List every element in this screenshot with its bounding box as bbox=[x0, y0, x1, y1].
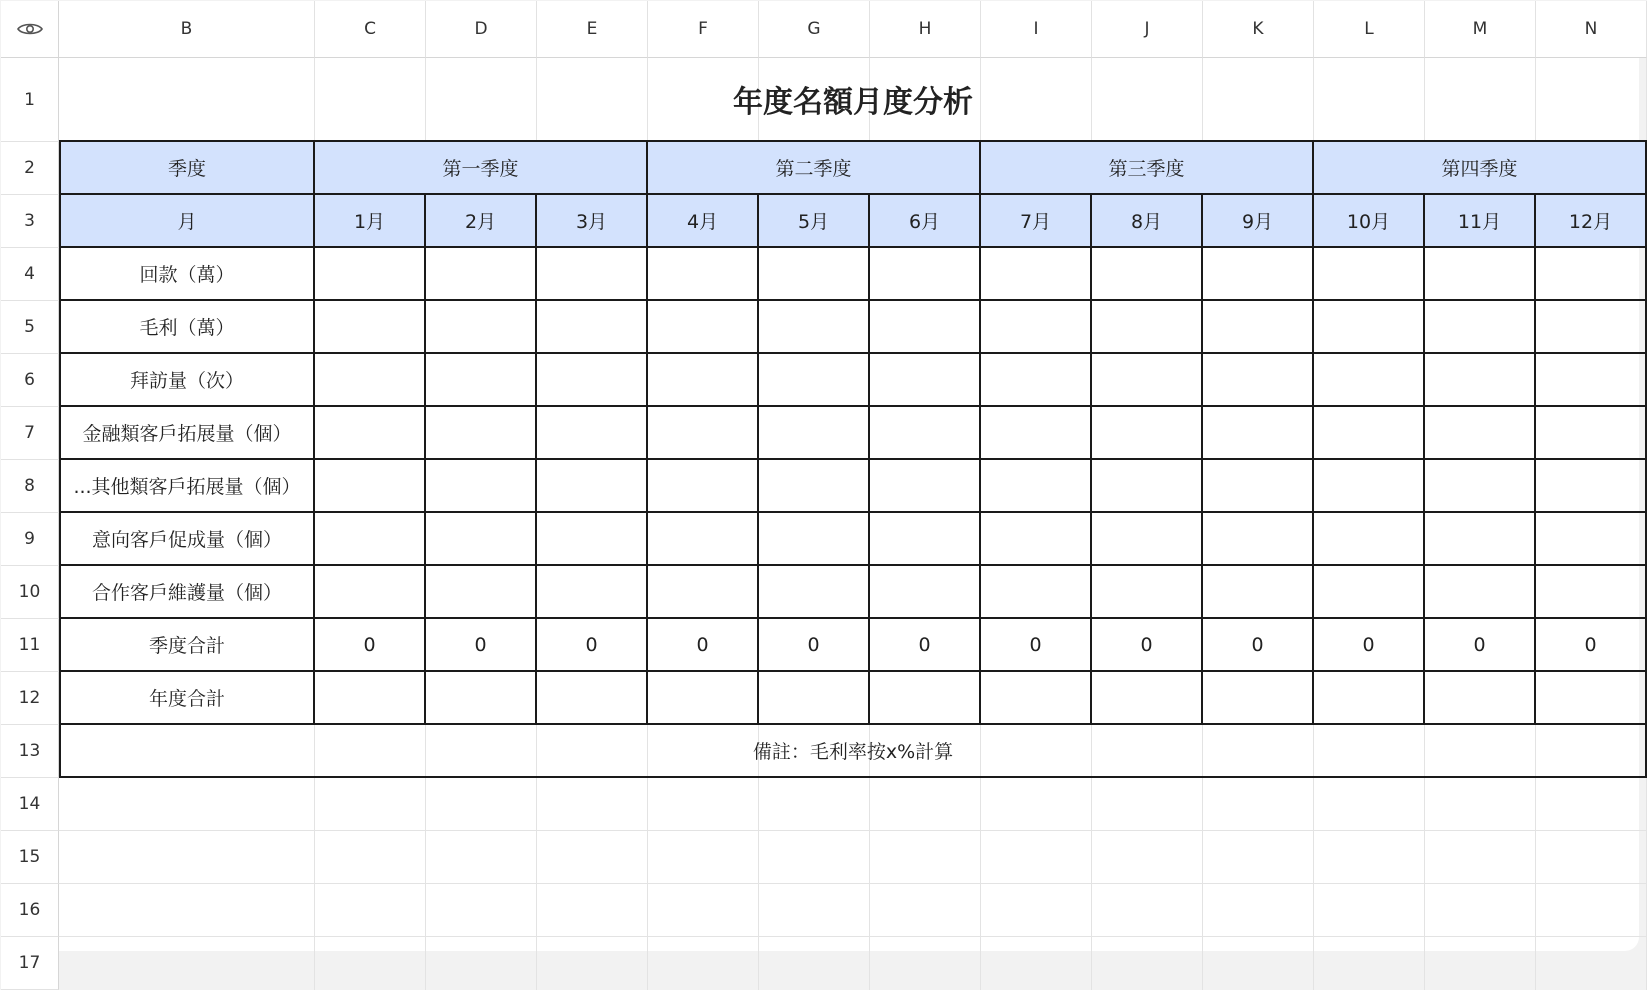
data-cell[interactable] bbox=[981, 407, 1092, 460]
row-header[interactable]: 17 bbox=[1, 937, 59, 990]
data-cell[interactable] bbox=[1314, 248, 1425, 301]
data-cell[interactable]: 0 bbox=[1203, 619, 1314, 672]
data-cell[interactable] bbox=[537, 354, 648, 407]
column-header[interactable]: E bbox=[537, 1, 648, 58]
column-header[interactable]: B bbox=[59, 1, 315, 58]
data-cell[interactable] bbox=[759, 301, 870, 354]
data-cell[interactable]: 0 bbox=[426, 619, 537, 672]
month-header-cell[interactable]: 1月 bbox=[315, 195, 426, 248]
row-label-cell[interactable]: 年度合計 bbox=[59, 672, 315, 725]
column-header[interactable]: K bbox=[1203, 1, 1314, 58]
data-cell[interactable] bbox=[537, 407, 648, 460]
data-cell[interactable] bbox=[426, 301, 537, 354]
data-cell[interactable] bbox=[315, 248, 426, 301]
data-cell[interactable] bbox=[315, 566, 426, 619]
data-cell[interactable] bbox=[870, 566, 981, 619]
data-cell[interactable] bbox=[1203, 407, 1314, 460]
data-cell[interactable] bbox=[315, 460, 426, 513]
data-cell[interactable] bbox=[1203, 460, 1314, 513]
data-cell[interactable]: 0 bbox=[648, 619, 759, 672]
data-cell[interactable] bbox=[426, 566, 537, 619]
data-cell[interactable] bbox=[1092, 513, 1203, 566]
month-header-cell[interactable]: 3月 bbox=[537, 195, 648, 248]
data-cell[interactable] bbox=[1425, 407, 1536, 460]
quarter-header-cell[interactable]: 第四季度 bbox=[1314, 142, 1647, 195]
data-cell[interactable] bbox=[315, 354, 426, 407]
data-cell[interactable] bbox=[537, 248, 648, 301]
data-cell[interactable] bbox=[870, 248, 981, 301]
data-cell[interactable] bbox=[537, 513, 648, 566]
data-cell[interactable] bbox=[870, 301, 981, 354]
data-cell[interactable] bbox=[981, 248, 1092, 301]
data-cell[interactable] bbox=[648, 354, 759, 407]
data-cell[interactable] bbox=[870, 460, 981, 513]
data-cell[interactable] bbox=[759, 566, 870, 619]
data-cell[interactable] bbox=[759, 460, 870, 513]
data-cell[interactable] bbox=[1536, 566, 1647, 619]
row-header[interactable]: 11 bbox=[1, 619, 59, 672]
data-cell[interactable]: 0 bbox=[1425, 619, 1536, 672]
note-cell[interactable]: 備註：毛利率按x%計算 bbox=[59, 725, 1647, 778]
data-cell[interactable] bbox=[1425, 672, 1536, 725]
row-header[interactable]: 6 bbox=[1, 354, 59, 407]
data-cell[interactable] bbox=[1203, 354, 1314, 407]
data-cell[interactable]: 0 bbox=[315, 619, 426, 672]
data-cell[interactable] bbox=[315, 513, 426, 566]
data-cell[interactable] bbox=[1536, 460, 1647, 513]
row-header[interactable]: 3 bbox=[1, 195, 59, 248]
data-cell[interactable] bbox=[426, 460, 537, 513]
month-header-cell[interactable]: 2月 bbox=[426, 195, 537, 248]
column-header[interactable]: J bbox=[1092, 1, 1203, 58]
data-cell[interactable] bbox=[1092, 672, 1203, 725]
quarter-header-cell[interactable]: 第三季度 bbox=[981, 142, 1314, 195]
month-header-cell[interactable]: 4月 bbox=[648, 195, 759, 248]
data-cell[interactable] bbox=[1092, 460, 1203, 513]
data-cell[interactable]: 0 bbox=[537, 619, 648, 672]
row-label-cell[interactable]: 毛利（萬） bbox=[59, 301, 315, 354]
data-cell[interactable] bbox=[981, 301, 1092, 354]
data-cell[interactable] bbox=[1425, 513, 1536, 566]
row-label-cell[interactable]: 意向客戶促成量（個） bbox=[59, 513, 315, 566]
row-header[interactable]: 12 bbox=[1, 672, 59, 725]
grid-line bbox=[59, 883, 1647, 884]
row-header[interactable]: 9 bbox=[1, 513, 59, 566]
column-header[interactable]: N bbox=[1536, 1, 1647, 58]
data-cell[interactable] bbox=[537, 672, 648, 725]
month-header-cell[interactable]: 5月 bbox=[759, 195, 870, 248]
column-header[interactable]: I bbox=[981, 1, 1092, 58]
data-cell[interactable] bbox=[759, 354, 870, 407]
data-cell[interactable] bbox=[1314, 513, 1425, 566]
data-cell[interactable] bbox=[1092, 566, 1203, 619]
row-header[interactable]: 10 bbox=[1, 566, 59, 619]
data-cell[interactable] bbox=[1425, 248, 1536, 301]
data-cell[interactable]: 0 bbox=[1092, 619, 1203, 672]
data-cell[interactable] bbox=[1314, 460, 1425, 513]
data-cell[interactable] bbox=[426, 513, 537, 566]
column-header[interactable]: L bbox=[1314, 1, 1425, 58]
data-cell[interactable] bbox=[870, 354, 981, 407]
data-cell[interactable] bbox=[1425, 301, 1536, 354]
data-cell[interactable] bbox=[426, 407, 537, 460]
select-all-corner[interactable] bbox=[1, 1, 59, 58]
month-header-cell[interactable]: 9月 bbox=[1203, 195, 1314, 248]
quarter-label-cell[interactable]: 季度 bbox=[59, 142, 315, 195]
month-label-cell[interactable]: 月 bbox=[59, 195, 315, 248]
data-cell[interactable] bbox=[426, 672, 537, 725]
data-cell[interactable] bbox=[1536, 354, 1647, 407]
data-cell[interactable] bbox=[1314, 566, 1425, 619]
data-cell[interactable]: 0 bbox=[759, 619, 870, 672]
data-cell[interactable] bbox=[870, 513, 981, 566]
data-cell[interactable] bbox=[981, 460, 1092, 513]
data-cell[interactable] bbox=[648, 513, 759, 566]
column-header[interactable]: C bbox=[315, 1, 426, 58]
data-cell[interactable] bbox=[981, 354, 1092, 407]
row-header[interactable]: 7 bbox=[1, 407, 59, 460]
sheet-title[interactable]: 年度名額月度分析 bbox=[59, 58, 1647, 142]
quarter-header-cell[interactable]: 第一季度 bbox=[315, 142, 648, 195]
row-header[interactable]: 14 bbox=[1, 778, 59, 831]
data-cell[interactable] bbox=[648, 248, 759, 301]
data-cell[interactable] bbox=[981, 566, 1092, 619]
data-cell[interactable] bbox=[1314, 354, 1425, 407]
data-cell[interactable] bbox=[648, 301, 759, 354]
row-header[interactable]: 13 bbox=[1, 725, 59, 778]
data-cell[interactable] bbox=[1092, 248, 1203, 301]
data-cell[interactable] bbox=[759, 407, 870, 460]
data-cell[interactable] bbox=[315, 672, 426, 725]
row-label-cell[interactable]: 拜訪量（次） bbox=[59, 354, 315, 407]
data-cell[interactable] bbox=[1536, 513, 1647, 566]
data-cell[interactable] bbox=[1203, 566, 1314, 619]
row-header[interactable]: 16 bbox=[1, 884, 59, 937]
data-cell[interactable] bbox=[759, 513, 870, 566]
data-cell[interactable] bbox=[1203, 513, 1314, 566]
data-cell[interactable] bbox=[1314, 301, 1425, 354]
data-cell[interactable] bbox=[648, 672, 759, 725]
month-header-cell[interactable]: 10月 bbox=[1314, 195, 1425, 248]
row-header[interactable]: 4 bbox=[1, 248, 59, 301]
data-cell[interactable]: 0 bbox=[981, 619, 1092, 672]
month-header-cell[interactable]: 6月 bbox=[870, 195, 981, 248]
data-cell[interactable] bbox=[648, 566, 759, 619]
month-header-cell[interactable]: 11月 bbox=[1425, 195, 1536, 248]
data-cell[interactable]: 0 bbox=[1536, 619, 1647, 672]
row-header[interactable]: 15 bbox=[1, 831, 59, 884]
data-cell[interactable] bbox=[1536, 301, 1647, 354]
data-cell[interactable] bbox=[1314, 672, 1425, 725]
grid-line bbox=[59, 936, 1647, 937]
data-cell[interactable] bbox=[1536, 407, 1647, 460]
column-header[interactable]: M bbox=[1425, 1, 1536, 58]
data-cell[interactable]: 0 bbox=[1314, 619, 1425, 672]
data-cell[interactable] bbox=[870, 672, 981, 725]
column-header[interactable]: D bbox=[426, 1, 537, 58]
data-cell[interactable] bbox=[426, 354, 537, 407]
month-header-cell[interactable]: 12月 bbox=[1536, 195, 1647, 248]
column-header[interactable]: G bbox=[759, 1, 870, 58]
month-header-cell[interactable]: 7月 bbox=[981, 195, 1092, 248]
data-cell[interactable]: 0 bbox=[870, 619, 981, 672]
row-label-cell[interactable]: 季度合計 bbox=[59, 619, 315, 672]
data-cell[interactable] bbox=[981, 513, 1092, 566]
row-label-cell[interactable]: 回款（萬） bbox=[59, 248, 315, 301]
data-cell[interactable] bbox=[1092, 301, 1203, 354]
data-cell[interactable] bbox=[1092, 354, 1203, 407]
data-cell[interactable] bbox=[759, 672, 870, 725]
row-label-cell[interactable]: ...其他類客戶拓展量（個） bbox=[59, 460, 315, 513]
data-cell[interactable] bbox=[1425, 460, 1536, 513]
month-header-cell[interactable]: 8月 bbox=[1092, 195, 1203, 248]
data-cell[interactable] bbox=[1203, 248, 1314, 301]
data-cell[interactable] bbox=[537, 566, 648, 619]
data-cell[interactable] bbox=[1092, 407, 1203, 460]
data-cell[interactable] bbox=[1314, 407, 1425, 460]
data-cell[interactable] bbox=[870, 407, 981, 460]
data-cell[interactable] bbox=[537, 460, 648, 513]
data-cell[interactable] bbox=[537, 301, 648, 354]
data-cell[interactable] bbox=[1536, 672, 1647, 725]
data-cell[interactable] bbox=[981, 672, 1092, 725]
eye-icon[interactable] bbox=[17, 22, 43, 36]
row-header[interactable]: 5 bbox=[1, 301, 59, 354]
row-header[interactable]: 8 bbox=[1, 460, 59, 513]
column-header[interactable]: F bbox=[648, 1, 759, 58]
quarter-header-cell[interactable]: 第二季度 bbox=[648, 142, 981, 195]
row-header[interactable]: 2 bbox=[1, 142, 59, 195]
row-label-cell[interactable]: 金融類客戶拓展量（個） bbox=[59, 407, 315, 460]
data-cell[interactable] bbox=[648, 407, 759, 460]
data-cell[interactable] bbox=[1203, 672, 1314, 725]
spreadsheet-grid[interactable] bbox=[1, 1, 1639, 973]
data-cell[interactable] bbox=[315, 301, 426, 354]
data-cell[interactable] bbox=[1425, 566, 1536, 619]
data-cell[interactable] bbox=[1425, 354, 1536, 407]
data-cell[interactable] bbox=[426, 248, 537, 301]
data-cell[interactable] bbox=[1203, 301, 1314, 354]
data-cell[interactable] bbox=[1536, 248, 1647, 301]
data-cell[interactable] bbox=[648, 460, 759, 513]
row-header[interactable]: 1 bbox=[1, 58, 59, 142]
column-header[interactable]: H bbox=[870, 1, 981, 58]
grid-line bbox=[59, 830, 1647, 831]
row-label-cell[interactable]: 合作客戶維護量（個） bbox=[59, 566, 315, 619]
data-cell[interactable] bbox=[315, 407, 426, 460]
data-cell[interactable] bbox=[759, 248, 870, 301]
